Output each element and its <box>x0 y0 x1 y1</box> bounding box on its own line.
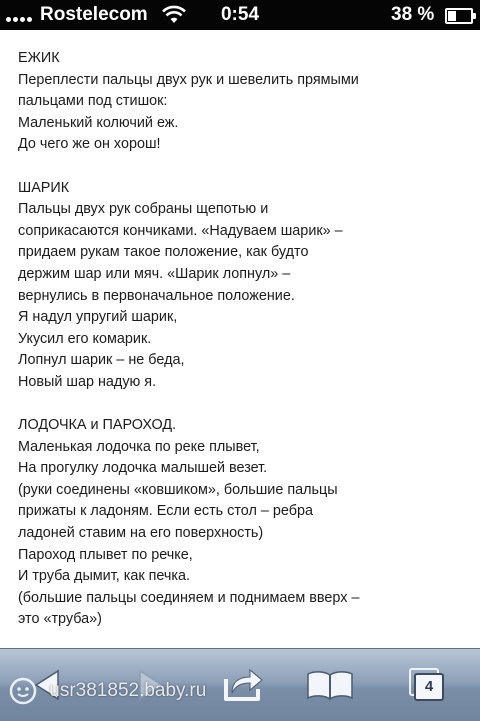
text-line: ладоней ставим на его поверхность) <box>18 525 264 542</box>
article-paragraph <box>18 415 468 631</box>
text-line: Укусил его комарик. <box>18 330 152 347</box>
text-line: Лопнул шарик – не беда, <box>18 352 185 369</box>
carrier-name: Rostelecom <box>40 4 148 25</box>
section-heading: ШАРИК <box>18 179 70 196</box>
text-line: прижаты к ладоням. Если есть стол – ребра <box>18 503 313 520</box>
bookmarks-button[interactable] <box>302 663 358 707</box>
text-line: это «труба») <box>18 611 102 628</box>
text-line: Пальцы двух рук собраны щепотью и <box>18 201 269 218</box>
text-line: Я надул упругий шарик, <box>18 309 178 326</box>
text-line: Маленькая лодочка по реке плывет, <box>18 438 260 455</box>
share-icon <box>218 663 266 707</box>
text-line: На прогулку лодочка малышей везет. <box>18 460 268 477</box>
text-line: И труба дымит, как печка. <box>18 568 191 585</box>
tabs-button[interactable] <box>398 663 454 707</box>
wifi-icon <box>162 5 186 31</box>
text-line: придаем рукам такое положение, как будто <box>18 244 309 261</box>
clock: 0:54 <box>220 4 260 25</box>
article-paragraph <box>18 48 468 156</box>
article-paragraph <box>18 178 468 394</box>
bookmarks-icon <box>302 663 358 707</box>
text-line: пальцами под стишок: <box>18 93 168 110</box>
text-line: До чего же он хорош! <box>18 136 161 153</box>
watermark-text: usr381852.baby.ru <box>49 680 207 701</box>
share-button[interactable] <box>214 663 270 707</box>
text-line: вернулись в первоначальное положение. <box>18 287 295 304</box>
status-bar <box>0 0 480 30</box>
web-page-content[interactable] <box>0 30 480 654</box>
watermark <box>8 676 206 706</box>
text-line: соприкасаются кончиками. «Надуваем шарик» – <box>18 222 343 239</box>
text-line: (руки соединены «ковшиком», большие пальцы <box>18 481 338 498</box>
text-line: Переплести пальцы двух рук и шевелить прямыми <box>18 71 359 88</box>
section-heading: ЕЖИК <box>18 50 60 66</box>
text-line: Пароход плывет по речке, <box>18 546 193 563</box>
baby-ru-logo-icon <box>8 676 38 706</box>
text-line: (большие пальцы соединяем и поднимаем вверх – <box>18 589 360 606</box>
article-text <box>18 48 468 653</box>
signal-strength-icon <box>6 9 34 23</box>
text-line: Маленький колючий еж. <box>18 114 179 131</box>
battery-icon <box>445 8 473 24</box>
text-line: держим шар или мяч. «Шарик лопнул» – <box>18 265 291 282</box>
tab-count: 4 <box>414 673 444 701</box>
text-line: Новый шар надую я. <box>18 373 157 390</box>
section-heading: ЛОДОЧКА и ПАРОХОД. <box>18 417 177 434</box>
battery-percent: 38 % <box>391 4 435 25</box>
